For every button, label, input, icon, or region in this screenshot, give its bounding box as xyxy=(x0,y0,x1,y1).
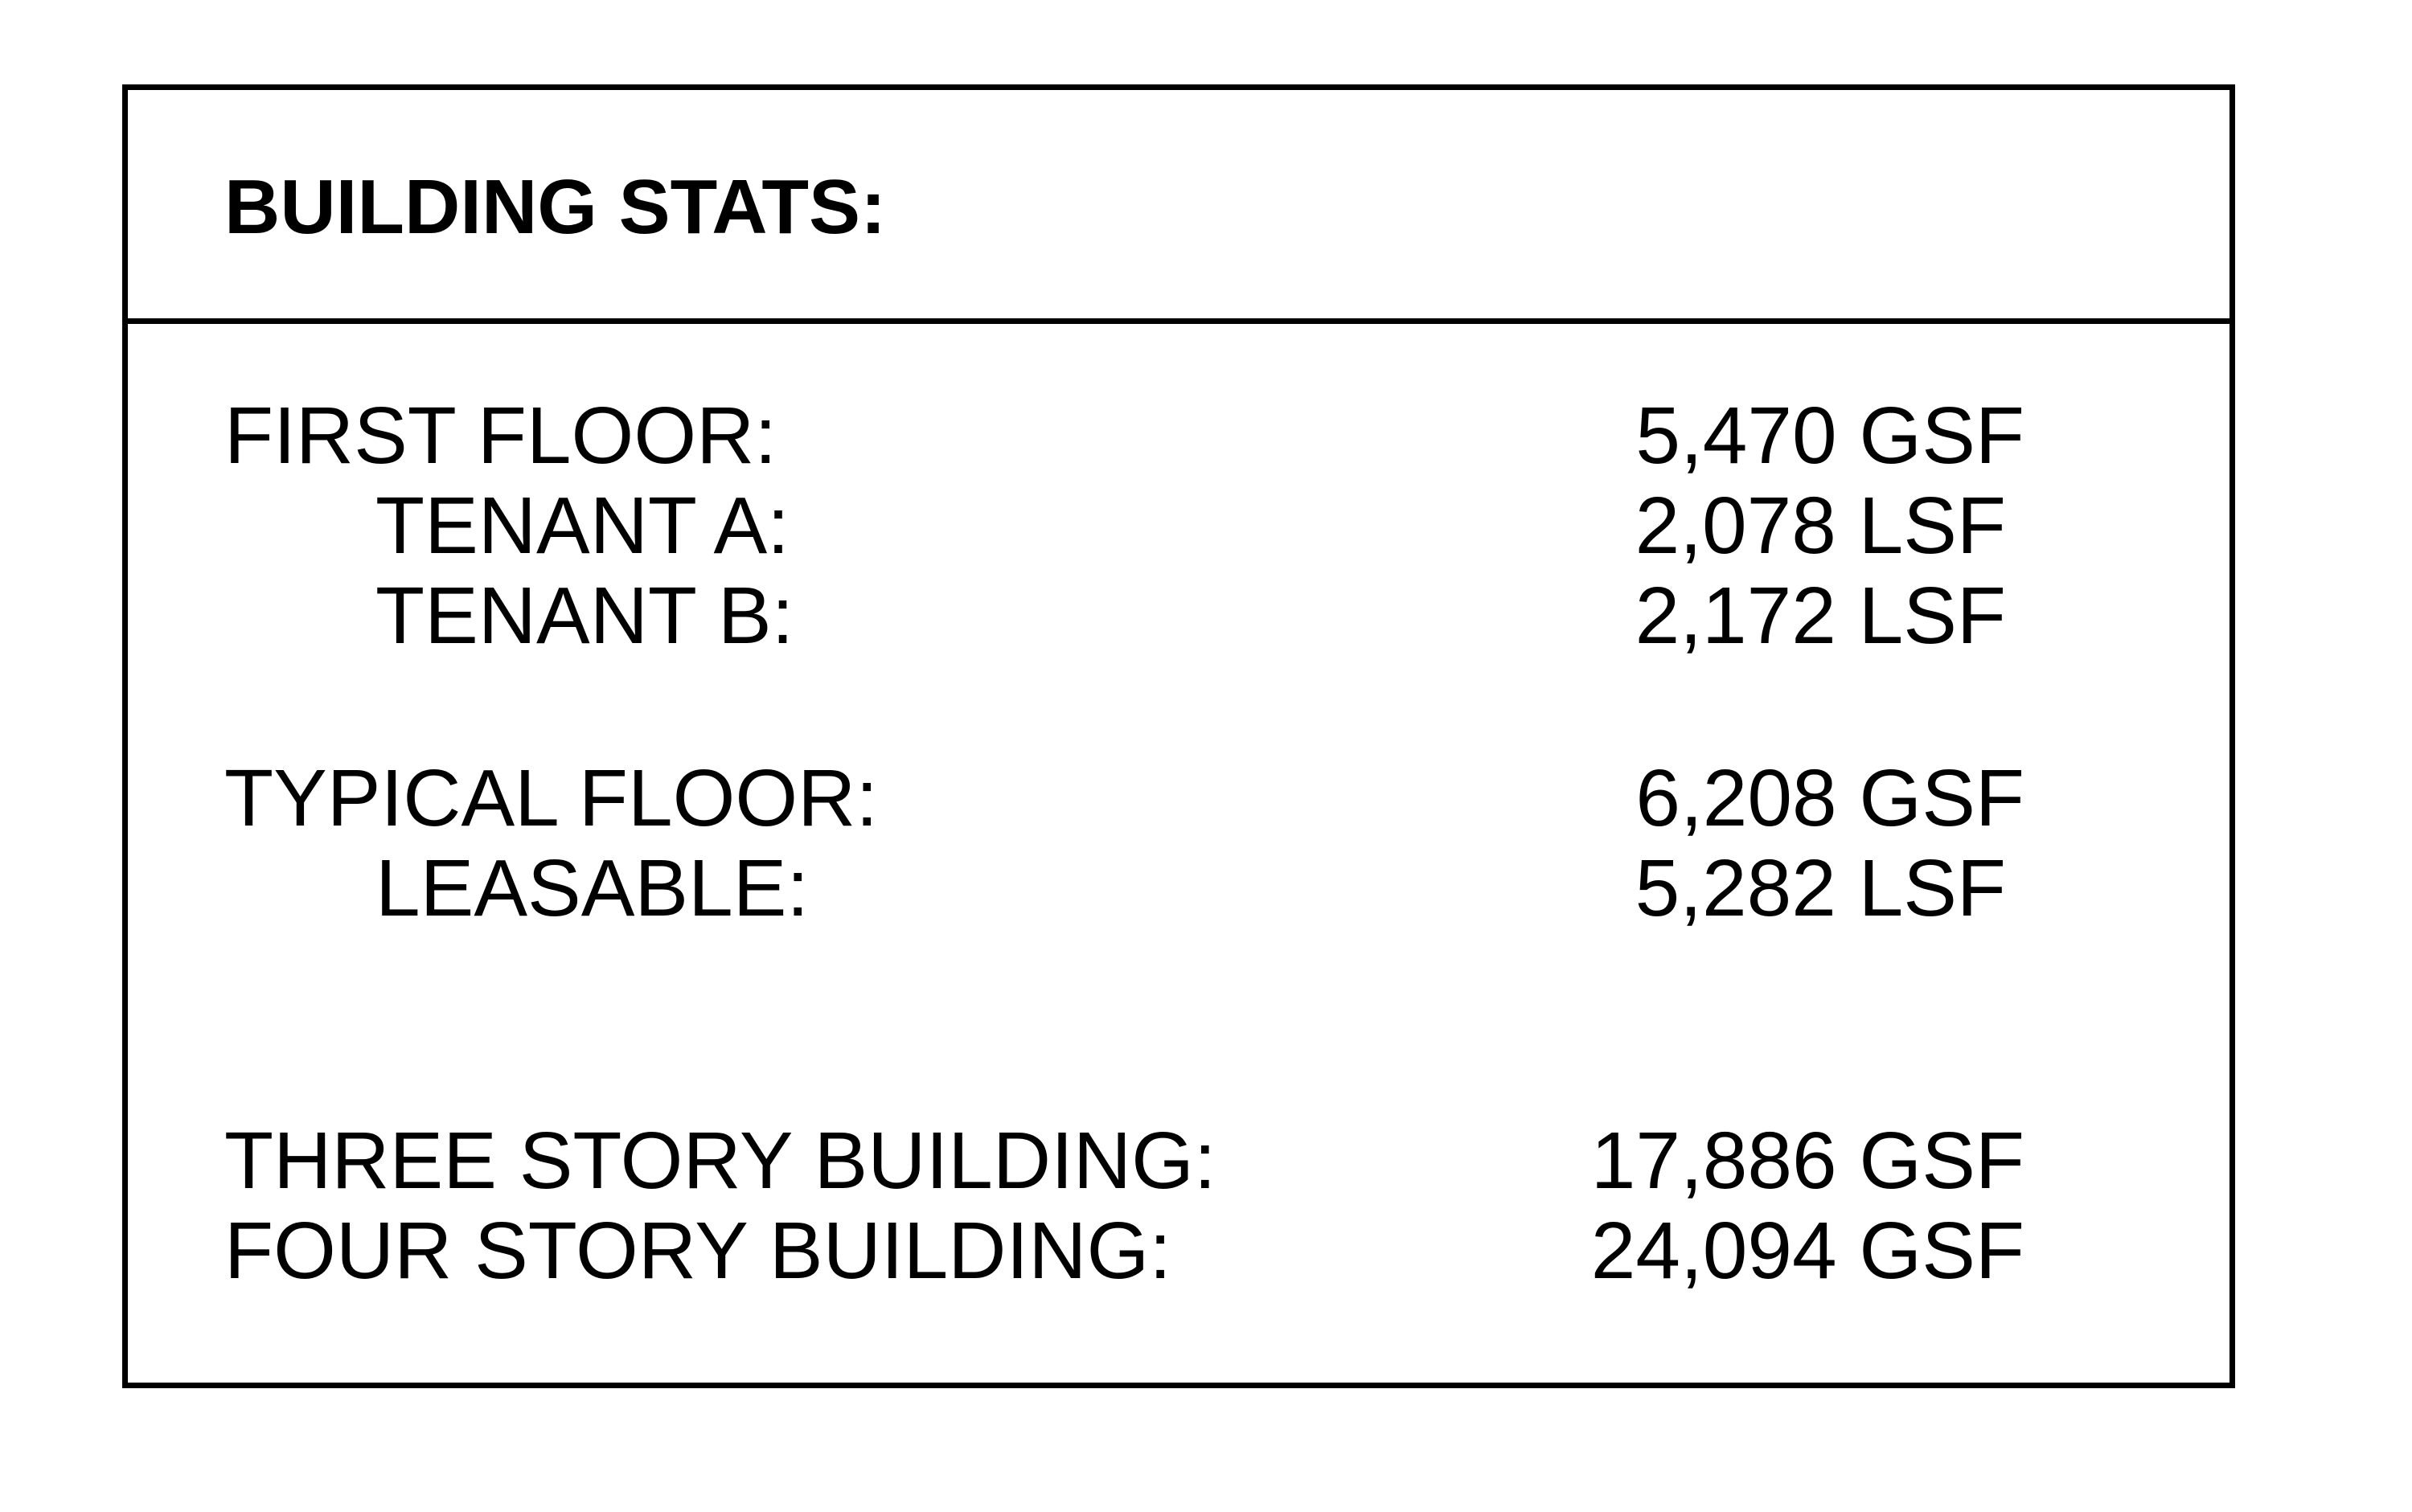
building-stats-title: BUILDING STATS: xyxy=(224,164,887,250)
first-floor-label: FIRST FLOOR: xyxy=(224,391,777,481)
stat-row-tenant-b xyxy=(128,571,2229,661)
tenant-b-label: TENANT B: xyxy=(375,571,794,661)
stat-row-typical-floor xyxy=(128,753,2229,843)
tenant-a-value: 2,078 LSF xyxy=(1635,481,2006,571)
building-stats-header xyxy=(128,90,2229,324)
building-stats-box xyxy=(122,84,2235,1388)
stat-row-three-story xyxy=(128,1116,2229,1206)
tenant-b-value: 2,172 LSF xyxy=(1635,571,2006,661)
four-story-label: FOUR STORY BUILDING: xyxy=(224,1206,1172,1296)
leasable-label: LEASABLE: xyxy=(375,843,810,933)
three-story-label: THREE STORY BUILDING: xyxy=(224,1116,1216,1206)
typical-floor-label: TYPICAL FLOOR: xyxy=(224,753,879,843)
stat-row-four-story xyxy=(128,1206,2229,1296)
stat-row-leasable xyxy=(128,843,2229,933)
three-story-value: 17,886 GSF xyxy=(1590,1116,2024,1206)
tenant-a-label: TENANT A: xyxy=(375,481,790,571)
first-floor-value: 5,470 GSF xyxy=(1635,391,2024,481)
stat-row-tenant-a xyxy=(128,481,2229,571)
four-story-value: 24,094 GSF xyxy=(1590,1206,2024,1296)
stat-row-first-floor xyxy=(128,391,2229,481)
leasable-value: 5,282 LSF xyxy=(1635,843,2006,933)
typical-floor-value: 6,208 GSF xyxy=(1635,753,2024,843)
